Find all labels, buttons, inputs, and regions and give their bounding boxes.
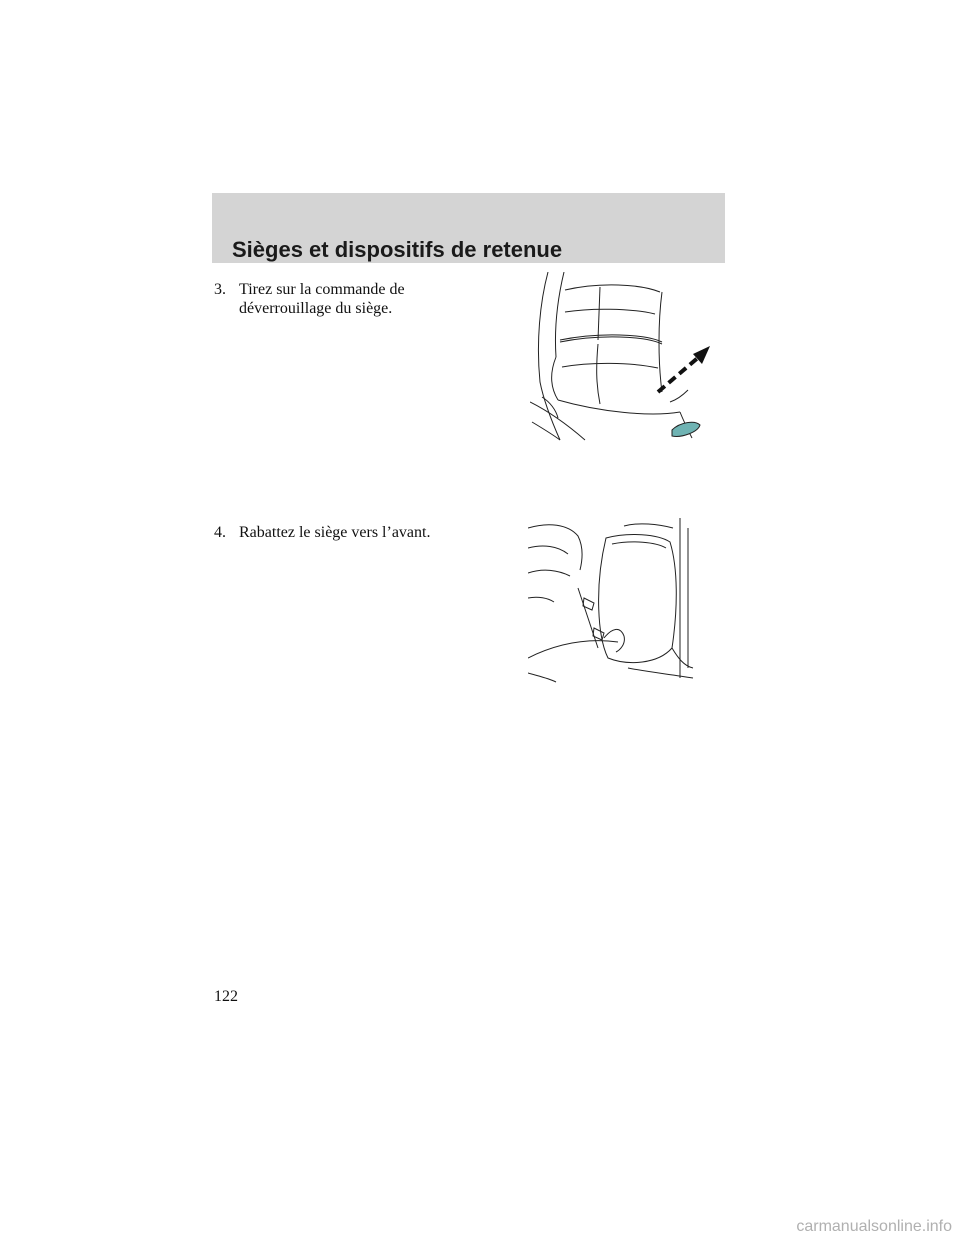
step-number: 4. xyxy=(214,524,226,541)
folded-seat-illustration xyxy=(528,518,698,683)
step-number: 3. xyxy=(214,281,226,298)
step-text-line1: Tirez sur la commande de xyxy=(239,281,405,298)
seat-release-lever-illustration xyxy=(530,272,710,442)
step-text-line2: déverrouillage du siège. xyxy=(239,300,393,317)
step-3 xyxy=(214,280,405,318)
section-title: Sièges et dispositifs de retenue xyxy=(232,237,563,262)
watermark: carmanualsonline.info xyxy=(796,1218,952,1235)
step-4 xyxy=(214,523,430,542)
step-text: Rabattez le siège vers l’avant. xyxy=(239,524,431,541)
page-number: 122 xyxy=(214,988,238,1005)
section-header xyxy=(212,193,725,263)
